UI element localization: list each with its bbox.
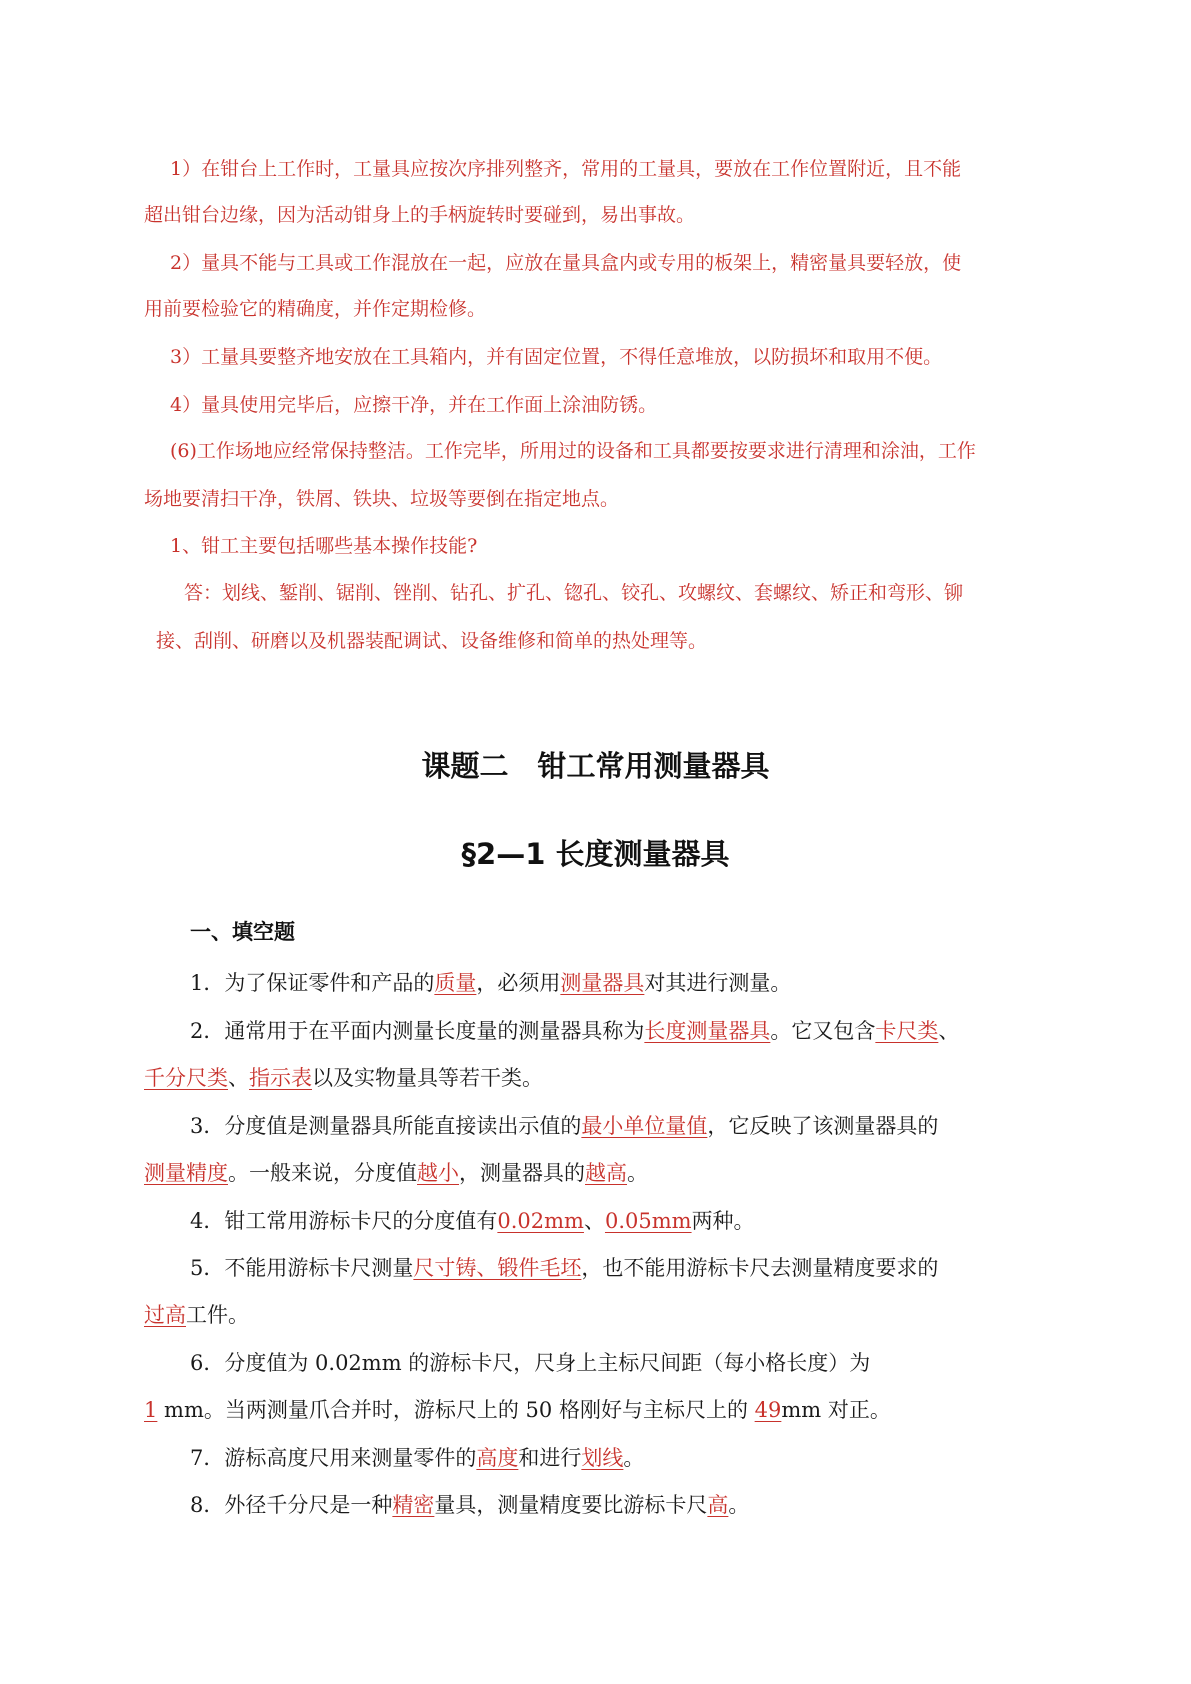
question-text: ，也不能用游标卡尺去测量精度要求的	[581, 1256, 939, 1280]
question-3	[190, 1116, 938, 1137]
question-text: 、	[583, 1209, 605, 1233]
question-text: ，它反映了该测量器具的	[707, 1114, 939, 1138]
answer-line-2: 接、刮削、研磨以及机器装配调试、设备维修和简单的热处理等。	[156, 630, 708, 652]
question-text: 。一般来说，分度值	[228, 1161, 417, 1185]
question-text: 。	[623, 1446, 645, 1470]
note-line-5: 3）工量具要整齐地安放在工具箱内，并有固定位置，不得任意堆放，以防损坏和取用不便。	[170, 346, 943, 368]
note-line-6: 4）量具使用完毕后，应擦干净，并在工作面上涂油防锈。	[170, 394, 658, 416]
question-text: 以及实物量具等若干类。	[312, 1066, 543, 1090]
note-line-8: 场地要清扫干净，铁屑、铁块、垃圾等要倒在指定地点。	[144, 488, 620, 510]
answer-blank: 测量器具	[560, 971, 645, 995]
note-line-7: (6)工作场地应经常保持整洁。工作完毕，所用过的设备和工具都要按要求进行清理和涂油，工作	[170, 440, 976, 462]
answer-blank: 高	[707, 1493, 729, 1517]
question-text: 3．分度值是测量器具所能直接读出示值的	[190, 1114, 582, 1138]
question-text: mm 对正。	[781, 1398, 891, 1422]
question-6	[190, 1353, 870, 1374]
answer-blank: 长度测量器具	[644, 1019, 771, 1043]
question-6-cont	[144, 1400, 891, 1421]
answer-blank: 过高	[144, 1303, 186, 1327]
answer-blank: 0.02mm	[497, 1209, 584, 1233]
question-7	[190, 1448, 644, 1469]
question-text: 8．外径千分尺是一种	[190, 1493, 393, 1517]
question-text: 、	[228, 1066, 249, 1090]
answer-blank: 千分尺类	[144, 1066, 228, 1090]
answer-blank: 卡尺类	[875, 1019, 939, 1043]
answer-blank: 尺寸铸、锻件毛坯	[413, 1256, 582, 1280]
answer-blank: 质量	[434, 971, 477, 995]
question-text: 7．游标高度尺用来测量零件的	[190, 1446, 477, 1470]
answer-blank: 最小单位量值	[581, 1114, 708, 1138]
question-text: 4．钳工常用游标卡尺的分度值有	[190, 1209, 498, 1233]
question-text: 两种。	[691, 1209, 755, 1233]
answer-blank: 测量精度	[144, 1161, 228, 1185]
note-line-2: 超出钳台边缘，因为活动钳身上的手柄旋转时要碰到，易出事故。	[144, 204, 696, 226]
question-8	[190, 1495, 749, 1516]
answer-blank: 越高	[585, 1161, 627, 1185]
answer-blank: 0.05mm	[604, 1209, 692, 1233]
answer-blank: 49	[754, 1398, 782, 1422]
question-5-cont	[144, 1305, 249, 1326]
question-text: 5．不能用游标卡尺测量	[190, 1256, 414, 1280]
question-text: 对其进行测量。	[644, 971, 792, 995]
question-line: 1、钳工主要包括哪些基本操作技能?	[170, 535, 478, 557]
answer-blank: 1	[144, 1398, 158, 1422]
chapter-title: 课题二 钳工常用测量器具	[421, 749, 770, 783]
question-text: 2．通常用于在平面内测量长度量的测量器具称为	[190, 1019, 645, 1043]
question-4	[190, 1211, 755, 1232]
question-text: 量具，测量精度要比游标卡尺	[434, 1493, 708, 1517]
answer-blank: 指示表	[249, 1066, 312, 1090]
question-3-cont	[144, 1163, 648, 1184]
answer-blank: 精密	[392, 1493, 435, 1517]
question-5	[190, 1258, 938, 1279]
section-title: §2—1 长度测量器具	[461, 837, 730, 871]
note-line-1: 1）在钳台上工作时，工量具应按次序排列整齐，常用的工量具，要放在工作位置附近，且不能	[170, 158, 962, 180]
answer-blank: 越小	[417, 1161, 459, 1185]
question-text: 、	[938, 1019, 960, 1043]
question-text: 。	[728, 1493, 750, 1517]
question-text: 和进行	[518, 1446, 582, 1470]
part-heading: 一、填空题	[190, 920, 295, 944]
question-1	[190, 973, 791, 994]
question-2-cont	[144, 1068, 543, 1089]
note-line-4: 用前要检验它的精确度，并作定期检修。	[144, 298, 487, 320]
question-text: mm。当两测量爪合并时，游标尺上的 50 格刚好与主标尺上的	[157, 1398, 755, 1422]
answer-blank: 划线	[581, 1446, 624, 1470]
answer-line-1: 答：划线、錾削、锯削、锉削、钻孔、扩孔、锪孔、铰孔、攻螺纹、套螺纹、矫正和弯形、铆	[184, 582, 964, 604]
question-text: 1．为了保证零件和产品的	[190, 971, 435, 995]
answer-blank: 高度	[476, 1446, 519, 1470]
question-text: 6．分度值为 0.02mm 的游标卡尺，尺身上主标尺间距（每小格长度）为	[190, 1351, 871, 1375]
question-text: 。	[627, 1161, 648, 1185]
question-text: 。它又包含	[770, 1019, 876, 1043]
question-text: 工件。	[186, 1303, 249, 1327]
question-text: ，必须用	[476, 971, 561, 995]
note-line-3: 2）量具不能与工具或工作混放在一起，应放在量具盒内或专用的板架上，精密量具要轻放，使	[170, 252, 962, 274]
question-text: ，测量器具的	[459, 1161, 585, 1185]
question-2	[190, 1021, 959, 1042]
